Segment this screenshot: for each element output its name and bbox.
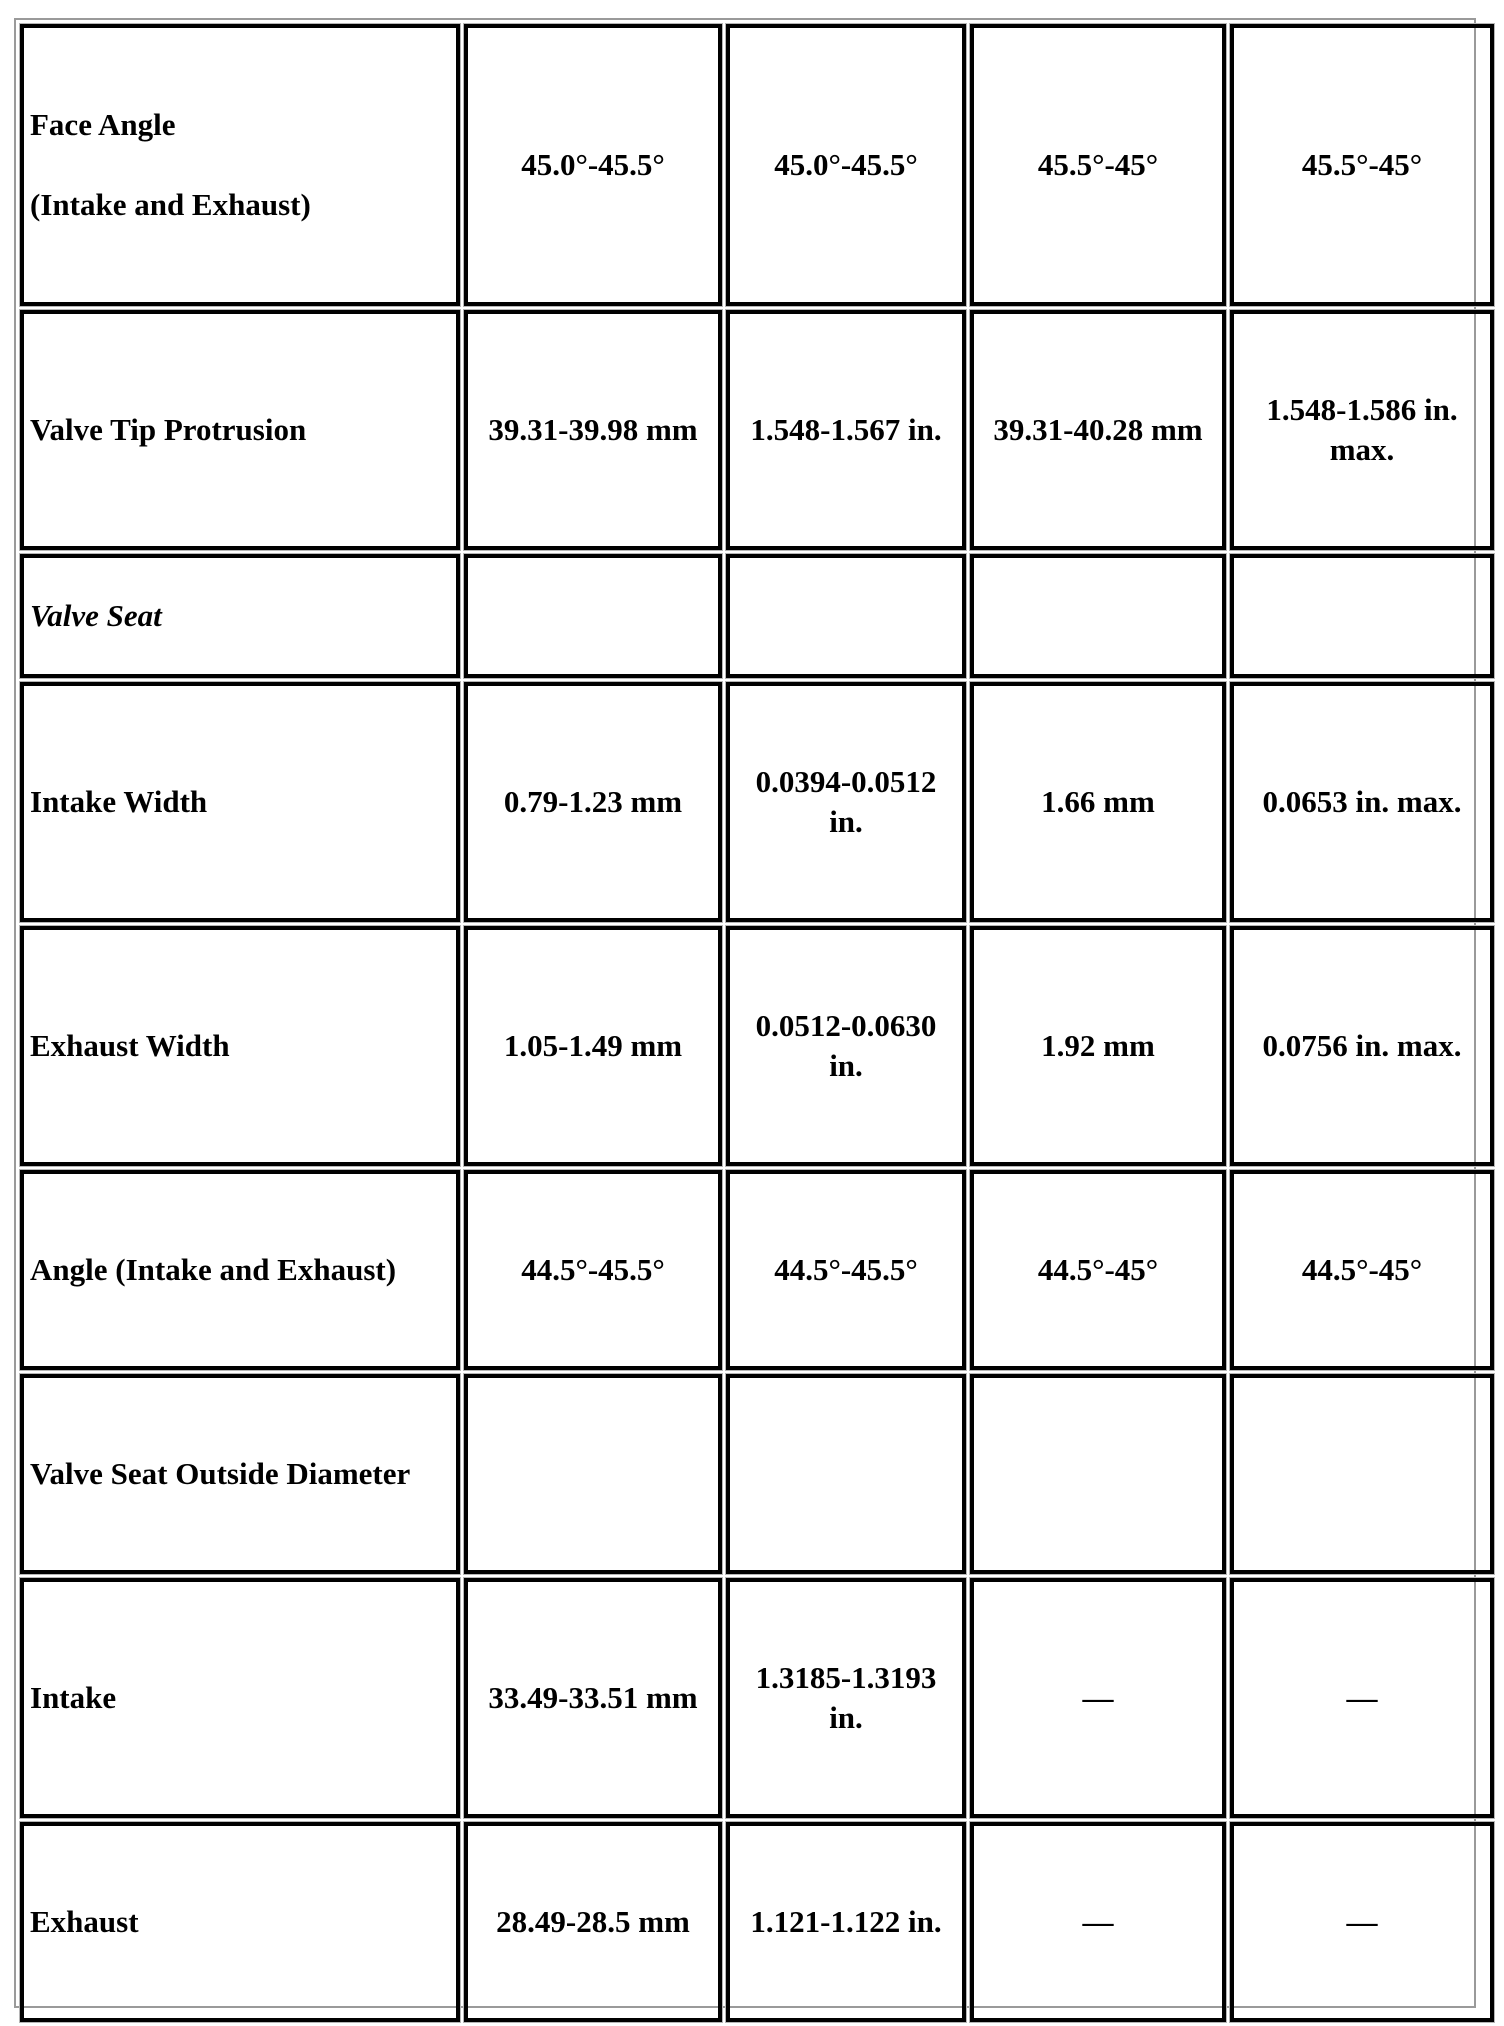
table-row-intake (20, 1578, 1494, 1818)
row-label-line1: Face Angle (30, 106, 176, 142)
table-cell: 33.49-33.51 mm (464, 1578, 722, 1818)
row-label: Angle (Intake and Exhaust) (20, 1170, 460, 1370)
table-cell (726, 554, 966, 678)
table-row-intake-width (20, 682, 1494, 922)
table-row-face-angle (20, 24, 1494, 306)
table-cell: 28.49-28.5 mm (464, 1822, 722, 2022)
row-label-line2: (Intake and Exhaust) (30, 187, 311, 222)
table-row-exhaust (20, 1822, 1494, 2022)
table-row-valve-seat (20, 554, 1494, 678)
row-label: Exhaust (20, 1822, 460, 2022)
table-cell: — (1230, 1822, 1494, 2022)
table-cell: — (970, 1578, 1226, 1818)
table-cell: 45.5°-45° (1230, 24, 1494, 306)
section-heading: Valve Seat (20, 554, 460, 678)
row-label: Valve Tip Protrusion (20, 310, 460, 550)
table-cell (1230, 1374, 1494, 1574)
row-label: Exhaust Width (20, 926, 460, 1166)
table-cell (726, 1374, 966, 1574)
row-label (20, 24, 460, 306)
table-cell: 1.548-1.567 in. (726, 310, 966, 550)
table-cell: 1.92 mm (970, 926, 1226, 1166)
table-cell: 1.05-1.49 mm (464, 926, 722, 1166)
row-label: Intake Width (20, 682, 460, 922)
table-cell: 39.31-40.28 mm (970, 310, 1226, 550)
table-cell: 45.5°-45° (970, 24, 1226, 306)
table-cell: 44.5°-45° (1230, 1170, 1494, 1370)
table-cell: 1.548-1.586 in. max. (1230, 310, 1494, 550)
table-cell: 44.5°-45.5° (464, 1170, 722, 1370)
table-cell: 0.0394-0.0512 in. (726, 682, 966, 922)
table-row-valve-tip-protrusion (20, 310, 1494, 550)
table-cell: — (970, 1822, 1226, 2022)
table-cell: 0.0756 in. max. (1230, 926, 1494, 1166)
row-label: Valve Seat Outside Diameter (20, 1374, 460, 1574)
table-cell: 1.3185-1.3193 in. (726, 1578, 966, 1818)
row-label: Intake (20, 1578, 460, 1818)
table-cell (970, 554, 1226, 678)
table-cell: — (1230, 1578, 1494, 1818)
table-cell: 0.79-1.23 mm (464, 682, 722, 922)
table-cell (464, 1374, 722, 1574)
table-cell: 39.31-39.98 mm (464, 310, 722, 550)
table-cell (464, 554, 722, 678)
table-cell: 1.66 mm (970, 682, 1226, 922)
table-cell (970, 1374, 1226, 1574)
table-cell: 45.0°-45.5° (464, 24, 722, 306)
table-cell (1230, 554, 1494, 678)
table-cell: 0.0653 in. max. (1230, 682, 1494, 922)
table-cell: 44.5°-45° (970, 1170, 1226, 1370)
table-cell: 1.121-1.122 in. (726, 1822, 966, 2022)
valve-spec-table (16, 20, 1498, 2026)
table-row-angle (20, 1170, 1494, 1370)
table-row-exhaust-width (20, 926, 1494, 1166)
table-cell: 0.0512-0.0630 in. (726, 926, 966, 1166)
table-cell: 44.5°-45.5° (726, 1170, 966, 1370)
table-row-valve-seat-outside-diameter (20, 1374, 1494, 1574)
table-cell: 45.0°-45.5° (726, 24, 966, 306)
